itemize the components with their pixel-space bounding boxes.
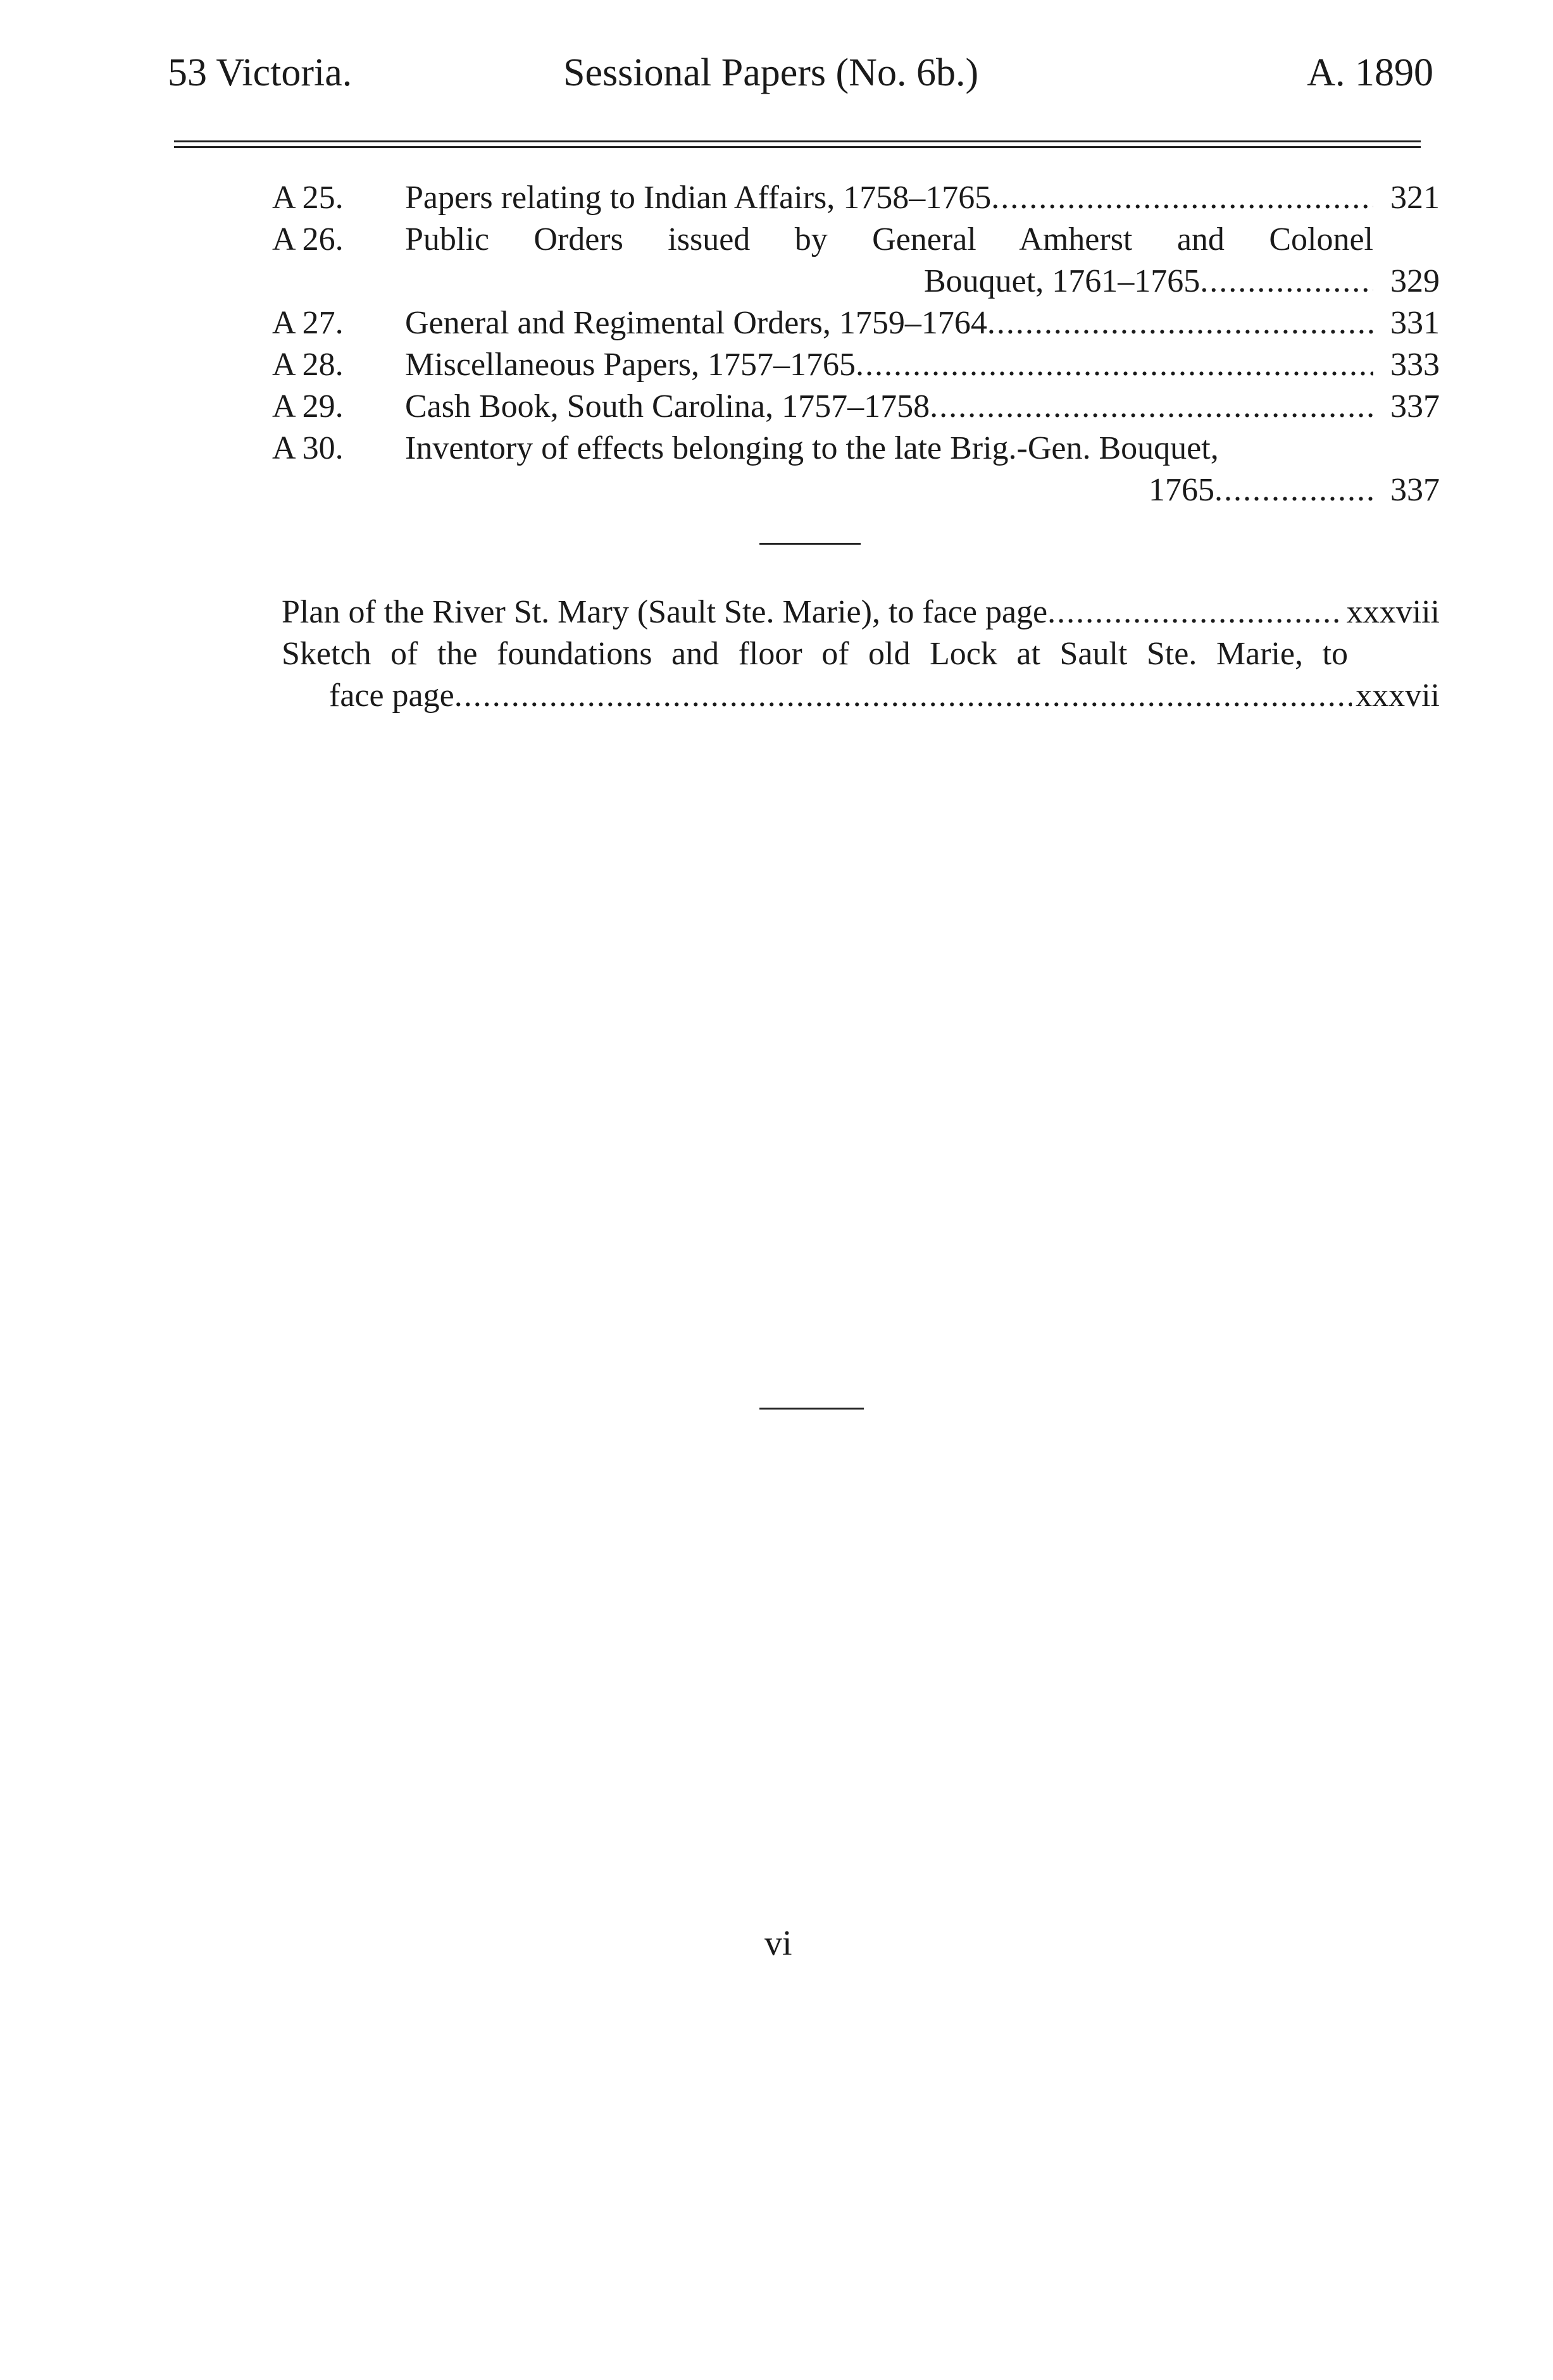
header-center: Sessional Papers (No. 6b.) bbox=[563, 51, 979, 94]
plan-title: Plan of the River St. Mary (Sault Ste. Marie), to face page bbox=[282, 594, 1048, 630]
header-double-rule bbox=[174, 140, 1421, 148]
dot-leader bbox=[987, 302, 1373, 344]
contents-entry-a28 bbox=[272, 344, 1440, 386]
plans-list bbox=[282, 592, 1440, 717]
contents-entry-a30 bbox=[272, 428, 1440, 511]
section-divider bbox=[759, 543, 861, 545]
header-right: A. 1890 bbox=[1307, 51, 1433, 94]
entry-number: A 30. bbox=[272, 430, 344, 466]
dot-leader bbox=[991, 177, 1373, 219]
entry-number: A 25. bbox=[272, 180, 344, 216]
dot-leader bbox=[930, 386, 1373, 428]
plan-page: xxxviii bbox=[1346, 594, 1440, 630]
running-header bbox=[161, 51, 1440, 108]
plan-page: xxxvii bbox=[1356, 678, 1440, 714]
contents-entry-a25 bbox=[272, 177, 1440, 219]
entry-number: A 26. bbox=[272, 221, 344, 257]
entry-number: A 29. bbox=[272, 388, 344, 425]
entry-number: A 27. bbox=[272, 305, 344, 341]
entry-title-line-2: Bouquet, 1761–1765 bbox=[924, 263, 1201, 299]
contents-entry-a26 bbox=[272, 219, 1440, 302]
section-divider bbox=[759, 1408, 864, 1410]
entry-number: A 28. bbox=[272, 347, 344, 383]
entry-title-line-1: Inventory of effects belonging to the late Brig.-Gen. Bouquet, bbox=[405, 430, 1219, 466]
dot-leader bbox=[454, 675, 1352, 717]
plan-entry bbox=[282, 592, 1440, 633]
dot-leader bbox=[1047, 592, 1343, 633]
entry-page: 337 bbox=[1390, 472, 1440, 508]
entry-title-line-1: Public Orders issued by General Amherst and Colonel bbox=[405, 221, 1373, 257]
entry-page: 337 bbox=[1390, 388, 1440, 425]
dot-leader bbox=[1214, 469, 1373, 511]
contents-entry-a27 bbox=[272, 302, 1440, 344]
contents-entry-a29 bbox=[272, 386, 1440, 428]
dot-leader bbox=[856, 344, 1373, 386]
plan-entry bbox=[282, 633, 1440, 717]
entry-title: Miscellaneous Papers, 1757–1765 bbox=[405, 347, 856, 383]
entry-title: Cash Book, South Carolina, 1757–1758 bbox=[405, 388, 930, 425]
entry-page: 329 bbox=[1390, 263, 1440, 299]
entry-page: 321 bbox=[1390, 180, 1440, 216]
entry-title: Papers relating to Indian Affairs, 1758–1765 bbox=[405, 180, 992, 216]
entry-title: General and Regimental Orders, 1759–1764 bbox=[405, 305, 987, 341]
dot-leader bbox=[1200, 261, 1373, 302]
contents-list bbox=[272, 177, 1440, 511]
header-left: 53 Victoria. bbox=[168, 51, 352, 94]
plan-title-line-1: Sketch of the foundations and floor of old Lock at Sault Ste. Marie, to bbox=[282, 636, 1348, 672]
entry-title-line-2: 1765 bbox=[1149, 472, 1214, 508]
entry-page: 331 bbox=[1390, 305, 1440, 341]
entry-page: 333 bbox=[1390, 347, 1440, 383]
page-folio: vi bbox=[764, 1924, 792, 1963]
plan-title-line-2: face page bbox=[329, 678, 454, 714]
